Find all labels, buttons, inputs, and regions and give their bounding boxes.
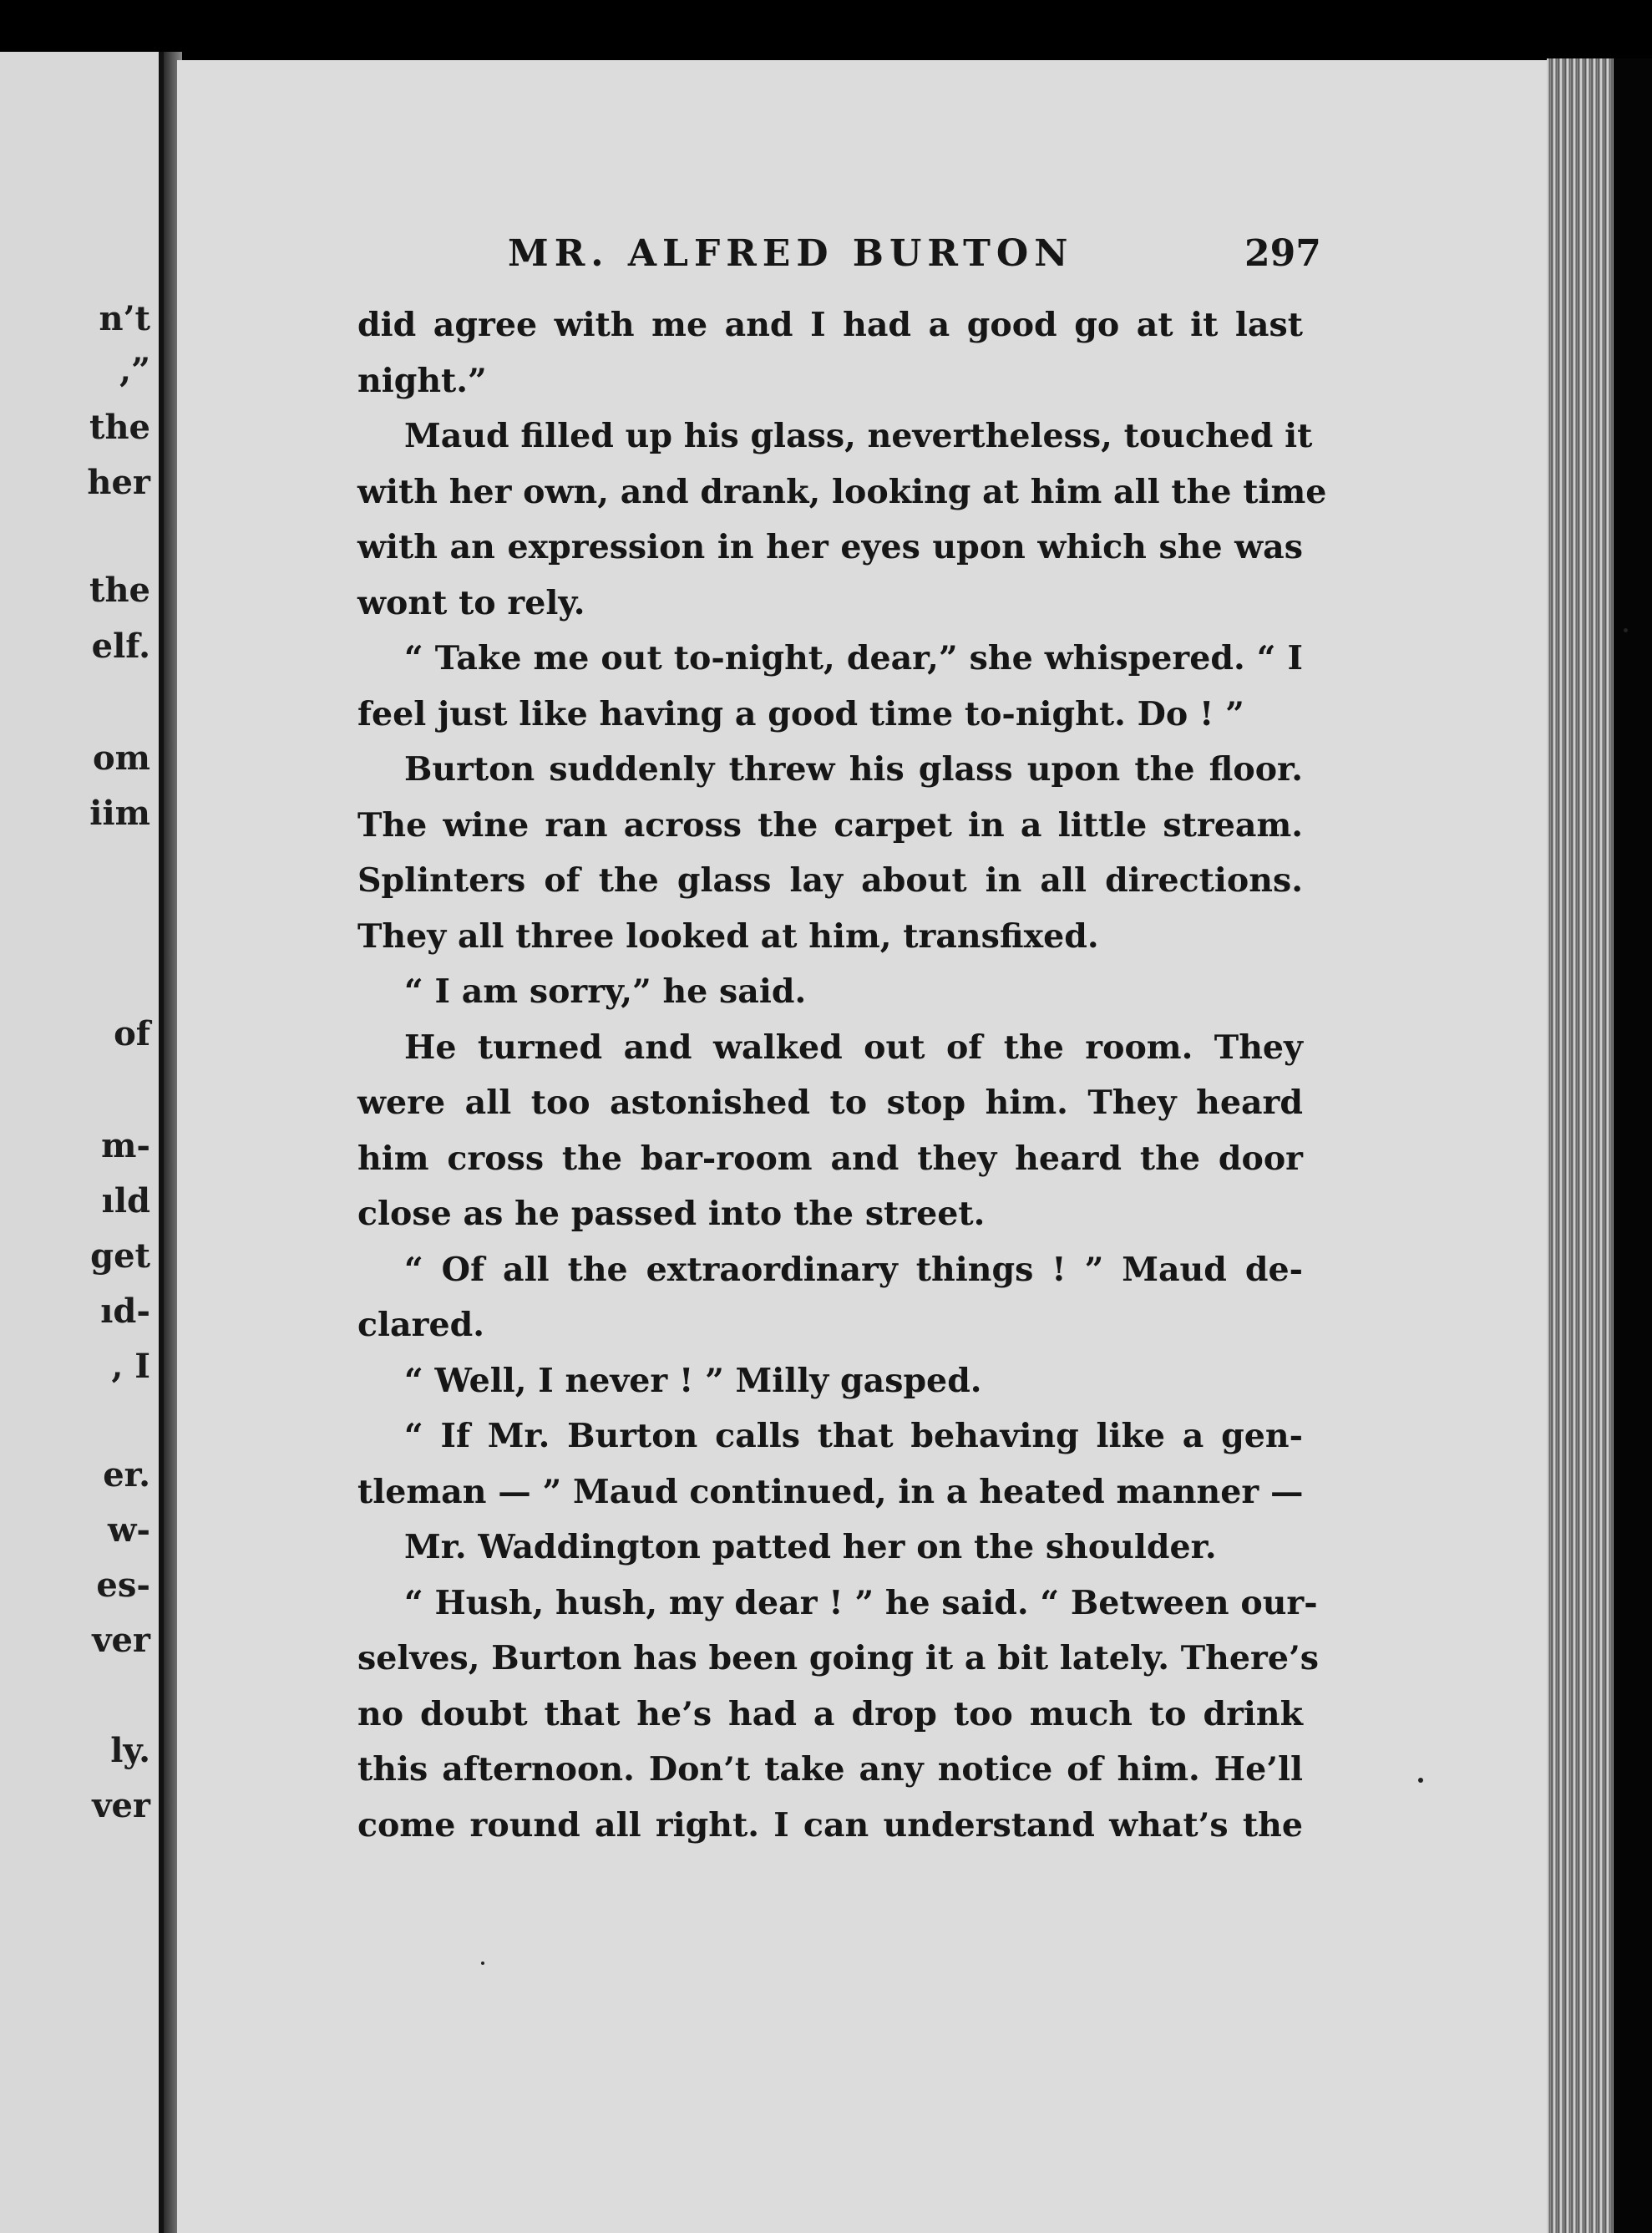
scan-speck: [1418, 1778, 1423, 1783]
text-line: Mr. Waddington patted her on the shoulder.: [404, 1528, 1217, 1566]
text-line: clared.: [357, 1306, 484, 1344]
left-page-fragment: the: [89, 408, 150, 447]
left-page-fragment: , I: [111, 1347, 150, 1386]
left-page-fragment: of: [114, 1014, 150, 1053]
left-page-fragment: ıd-: [100, 1292, 150, 1331]
text-line: They all three looked at him, transfixed.: [357, 916, 1099, 956]
left-page-fragment: ver: [92, 1786, 150, 1825]
left-page-fragment: the: [89, 571, 150, 610]
text-line: with her own, and drank, looking at him all the time: [357, 472, 1327, 511]
text-line: selves, Burton has been going it a bit lately. There’s: [357, 1639, 1319, 1677]
text-line: feel just like having a good time to-night. Do ! ”: [357, 694, 1244, 733]
left-page-fragment: n’t: [99, 299, 150, 338]
running-head-title: MR. ALFRED BURTON: [508, 232, 1074, 275]
left-page-fragment: get: [90, 1236, 150, 1276]
text-line: Burton suddenly threw his glass upon the floor.: [404, 750, 1303, 789]
text-line: “ I am sorry,” he said.: [404, 972, 807, 1011]
left-page-fragment: ,”: [119, 351, 150, 390]
left-page-fragment: elf.: [91, 627, 150, 666]
left-page-fragment: ver: [92, 1621, 150, 1660]
text-line: come round all right. I can understand what’s the: [357, 1805, 1303, 1845]
edge-shadow: [1614, 58, 1652, 2233]
text-line: this afternoon. Don’t take any notice of him. He’ll: [357, 1750, 1303, 1789]
text-line: “ Well, I never ! ” Milly gasped.: [404, 1361, 982, 1400]
left-page-fragment: om: [92, 738, 150, 778]
left-page-fragment: her: [87, 463, 150, 502]
text-line: close as he passed into the street.: [357, 1195, 986, 1233]
scan-speck: [1624, 628, 1628, 632]
text-line: Maud filled up his glass, nevertheless, touched it: [404, 417, 1313, 455]
left-page: [0, 52, 164, 2233]
text-line: were all too astonished to stop him. They heard: [357, 1084, 1303, 1122]
left-page-fragment: m-: [101, 1126, 150, 1165]
text-line: did agree with me and I had a good go at it last: [357, 306, 1303, 344]
text-line: with an expression in her eyes upon which she was: [357, 528, 1303, 566]
text-line: night.”: [357, 361, 487, 400]
text-line: He turned and walked out of the room. They: [404, 1028, 1303, 1067]
text-line: The wine ran across the carpet in a little stream.: [357, 805, 1303, 845]
left-page-fragment: iim: [89, 794, 150, 833]
body-text: [357, 297, 1327, 1853]
left-page-fragment: ly.: [110, 1731, 150, 1770]
left-page-fragment: er.: [103, 1455, 150, 1495]
text-line: “ Take me out to-night, dear,” she whispered. “ I: [404, 639, 1303, 678]
text-line: “ Of all the extraordinary things ! ” Maud de-: [404, 1250, 1303, 1289]
running-head: [177, 232, 1547, 282]
text-line: “ Hush, hush, my dear ! ” he said. “ Between our-: [404, 1583, 1318, 1622]
left-page-fragment: ıld: [101, 1181, 150, 1221]
page-edges: [1547, 58, 1614, 2233]
text-line: “ If Mr. Burton calls that behaving like a gen-: [404, 1417, 1303, 1455]
text-line: no doubt that he’s had a drop too much to drink: [357, 1694, 1303, 1733]
text-line: Splinters of the glass lay about in all directions.: [357, 861, 1303, 900]
text-line: wont to rely.: [357, 583, 585, 622]
text-line: tleman — ” Maud continued, in a heated manner —: [357, 1472, 1304, 1511]
left-page-fragment: w-: [107, 1510, 150, 1550]
page-number: 297: [1244, 232, 1321, 275]
left-page-fragment: es-: [96, 1566, 150, 1605]
scan-speck: [481, 1961, 484, 1965]
text-line: him cross the bar-room and they heard the door: [357, 1139, 1303, 1178]
